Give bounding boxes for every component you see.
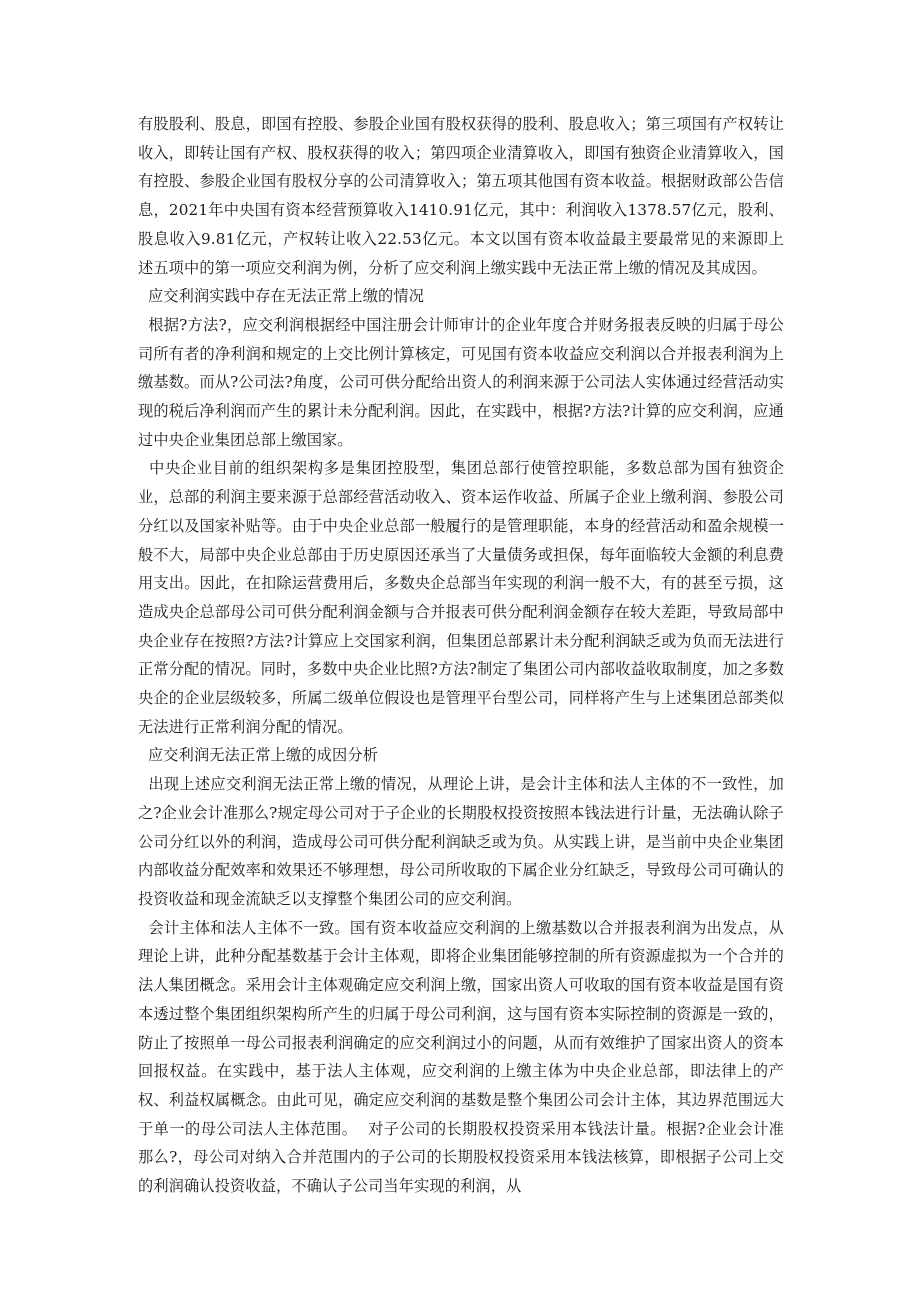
paragraph-org-structure: 中央企业目前的组织架构多是集团控股型，集团总部行使管控职能，多数总部为国有独资企业，总部的利润主要来源于总部经营活动收入、资本运作收益、所属子企业上缴利润、参股公司分红以及国家补贴等。由于中央企业总部一般履行的是管理职能，本身的经营活动和盈余规模一般不大，局部中央企业总部由于历史原因还承当了大量债务或担保，每年面临较大金额的利息费用支出。因此，在扣除运营费用后，多数央企总部当年实现的利润一般不大，有的甚至亏损，这造成央企总部母公司可供分配利润金额与合并报表可供分配利润金额存在较大差距，导致局部中央企业存在按照?方法?计算应上交国家利润，但集团总部累计未分配利润缺乏或为负而无法进行正常分配的情况。同时，多数中央企业比照?方法?制定了集团公司内部收益收取制度，加之多数央企的企业层级较多，所属二级单位假设也是管理平台型公司，同样将产生与上述集团总部类似无法进行正常利润分配的情况。 xyxy=(138,459,784,736)
document-body xyxy=(138,110,784,1201)
paragraph-entity-mismatch: 会计主体和法人主体不一致。国有资本收益应交利润的上缴基数以合并报表利润为出发点，从理论上讲，此种分配基数基于会计主体观，即将企业集团能够控制的所有资源虚拟为一个合并的法人集团概念。采用会计主体观确定应交利润上缴，国家出资人可收取的国有资本收益是国有资本透过整个集团组织架构所产生的归属于母公司利润，这与国有资本实际控制的资源是一致的，防止了按照单一母公司报表利润确定的应交利润过小的问题，从而有效维护了国家出资人的资本回报权益。在实践中，基于法人主体观，应交利润的上缴主体为中央企业总部，即法律上的产权、利益权属概念。由此可见，确定应交利润的基数是整个集团公司会计主体，其边界范围远大于单一的母公司法人主体范围。 对子公司的长期股权投资采用本钱法计量。根据?企业会计准那么?，母公司对纳入合并范围内的子公司的长期股权投资采用本钱法核算，即根据子公司上交的利润确认投资收益，不确认子公司当年实现的利润，从 xyxy=(138,918,784,1196)
paragraph-method-basis: 根据?方法?，应交利润根据经中国注册会计师审计的企业年度合并财务报表反映的归属于母公司所有者的净利润和规定的上交比例计算核定，可见国有资本收益应交利润以合并报表利润为上缴基数。而从?公司法?角度，公司可供分配给出资人的利润来源于公司法人实体通过经营活动实现的税后净利润而产生的累计未分配利润。因此，在实践中，根据?方法?计算的应交利润，应通过中央企业集团总部上缴国家。 xyxy=(138,315,784,449)
paragraph-cause-overview: 出现上述应交利润无法正常上缴的情况，从理论上讲，是会计主体和法人主体的不一致性，加之?企业会计准那么?规定母公司对于子企业的长期股权投资按照本钱法进行计量，无法确认除子公司分红以外的利润，造成母公司可供分配利润缺乏或为负。从实践上讲，是当前中央企业集团内部收益分配效率和效果还不够理想，母公司所收取的下属企业分红缺乏，导致母公司可确认的投资收益和现金流缺乏以支撑整个集团公司的应交利润。 xyxy=(138,775,784,908)
section-heading-situation: 应交利润实践中存在无法正常上缴的情况 xyxy=(138,287,425,306)
paragraph-revenue-sources: 有股股利、股息，即国有控股、参股企业国有股权获得的股利、股息收入；第三项国有产权转让收入，即转让国有产权、股权获得的收入；第四项企业清算收入，即国有独资企业清算收入，国有控股、参股企业国有股权分享的公司清算收入；第五项其他国有资本收益。根据财政部公告信息，2021年中央国有资本经营预算收入1410.91亿元，其中：利润收入1378.57亿元，股利、股息收入9.81亿元，产权转让收入22.53亿元。本文以国有资本收益最主要最常见的来源即上述五项中的第一项应交利润为例，分析了应交利润上缴实践中无法正常上缴的情况及其成因。 xyxy=(138,115,784,277)
section-heading-causes: 应交利润无法正常上缴的成因分析 xyxy=(138,746,379,765)
